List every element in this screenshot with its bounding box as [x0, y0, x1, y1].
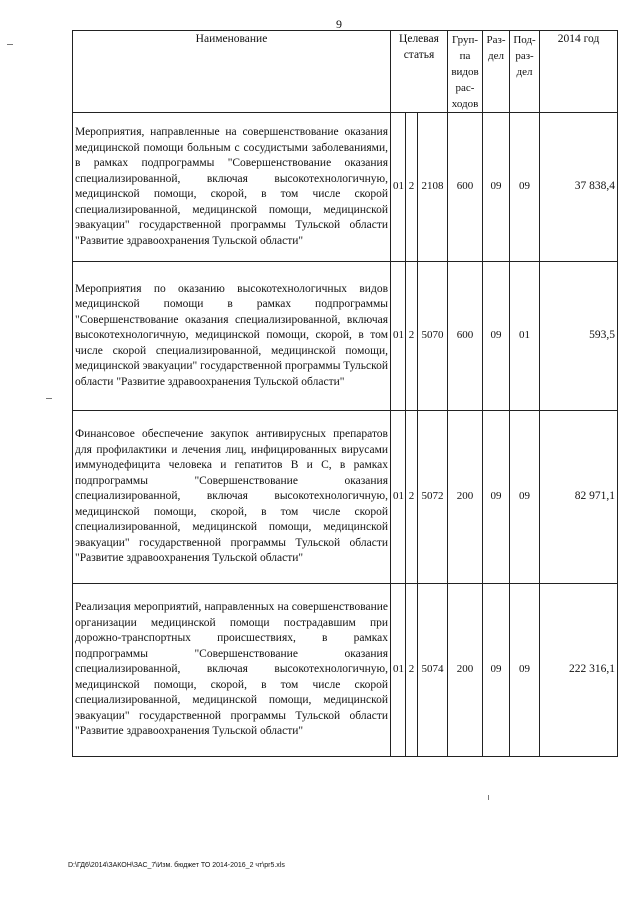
table-row	[73, 411, 618, 584]
row-subsection: 01	[510, 262, 540, 411]
row-amount: 37 838,4	[540, 113, 618, 262]
row-code-subprogram: 2	[406, 584, 418, 757]
row-amount: 593,5	[540, 262, 618, 411]
row-code-item: 5074	[418, 584, 448, 757]
row-section: 09	[483, 584, 510, 757]
row-name: Мероприятия по оказанию высокотехнологичных видов медицинской помощи в рамках подпрограммы "Совершенствование оказания специализированной, включая высокотехнологичную, медицинской помощи, скорой, в том числе скорой специализированной, медицинской помощи, медицинской эвакуации" государственной программы Тульской области "Развитие здравоохранения Тульской области"	[73, 262, 391, 411]
file-path-footer: D:\ГД6\2014\ЗАКОН\ЗАС_7\Изм. бюджет ТО 2014-2016_2 чт\pr5.xls	[68, 862, 285, 869]
row-section: 09	[483, 411, 510, 584]
row-amount: 222 316,1	[540, 584, 618, 757]
scan-mark	[488, 795, 489, 800]
row-code-item: 5070	[418, 262, 448, 411]
row-subsection: 09	[510, 411, 540, 584]
row-code-program: 01	[391, 262, 406, 411]
row-expense-group: 200	[448, 411, 483, 584]
row-name: Реализация мероприятий, направленных на совершенствование организации медицинской помощи пострадавшим при дорожно-транспортных происшествиях, в рамках подпрограммы "Совершенствование оказания специализированной, включая высокотехнологичную, медицинской помощи, скорой, в том числе скорой специализированной, медицинской помощи, медицинской эвакуации" государственной программы Тульской области "Развитие здравоохранения Тульской области"	[73, 584, 391, 757]
row-code-item: 2108	[418, 113, 448, 262]
scan-mark	[46, 398, 52, 399]
row-name: Финансовое обеспечение закупок антивирусных препаратов для профилактики и лечения лиц, инфицированных вирусами иммунодефицита человека и гепатитов В и С, в рамках подпрограммы "Совершенствование оказания специализированной, включая высокотехнологичную, медицинской помощи, скорой, в том числе скорой специализированной, медицинской помощи, медицинской эвакуации" государственной программы Тульской области "Развитие здравоохранения Тульской области"	[73, 411, 391, 584]
row-code-program: 01	[391, 113, 406, 262]
header-name: Наименование	[73, 31, 391, 113]
row-code-item: 5072	[418, 411, 448, 584]
row-subsection: 09	[510, 584, 540, 757]
header-subsection: Под-раз-дел	[510, 31, 540, 113]
scan-mark	[7, 44, 13, 45]
table-row	[73, 584, 618, 757]
row-code-program: 01	[391, 584, 406, 757]
table-row	[73, 262, 618, 411]
header-target-article: Целевая статья	[391, 31, 448, 113]
header-expense-group: Груп-па видов рас-ходов	[448, 31, 483, 113]
row-expense-group: 600	[448, 113, 483, 262]
row-section: 09	[483, 262, 510, 411]
table-row	[73, 113, 618, 262]
row-subsection: 09	[510, 113, 540, 262]
row-expense-group: 200	[448, 584, 483, 757]
row-code-subprogram: 2	[406, 411, 418, 584]
row-amount: 82 971,1	[540, 411, 618, 584]
row-name: Мероприятия, направленные на совершенствование оказания медицинской помощи больным с сосудистыми заболеваниями, в рамках подпрограммы "Совершенствование оказания специализированной, включая высокотехнологичную, медицинской помощи, скорой, в том числе скорой специализированной, медицинской помощи, медицинской эвакуации" государственной программы Тульской области "Развитие здравоохранения Тульской области"	[73, 113, 391, 262]
header-section: Раз-дел	[483, 31, 510, 113]
budget-table	[72, 30, 618, 757]
row-code-subprogram: 2	[406, 113, 418, 262]
header-year: 2014 год	[540, 31, 618, 113]
row-expense-group: 600	[448, 262, 483, 411]
row-section: 09	[483, 113, 510, 262]
table-header-row	[73, 31, 618, 113]
row-code-subprogram: 2	[406, 262, 418, 411]
row-code-program: 01	[391, 411, 406, 584]
page-number: 9	[336, 17, 342, 31]
